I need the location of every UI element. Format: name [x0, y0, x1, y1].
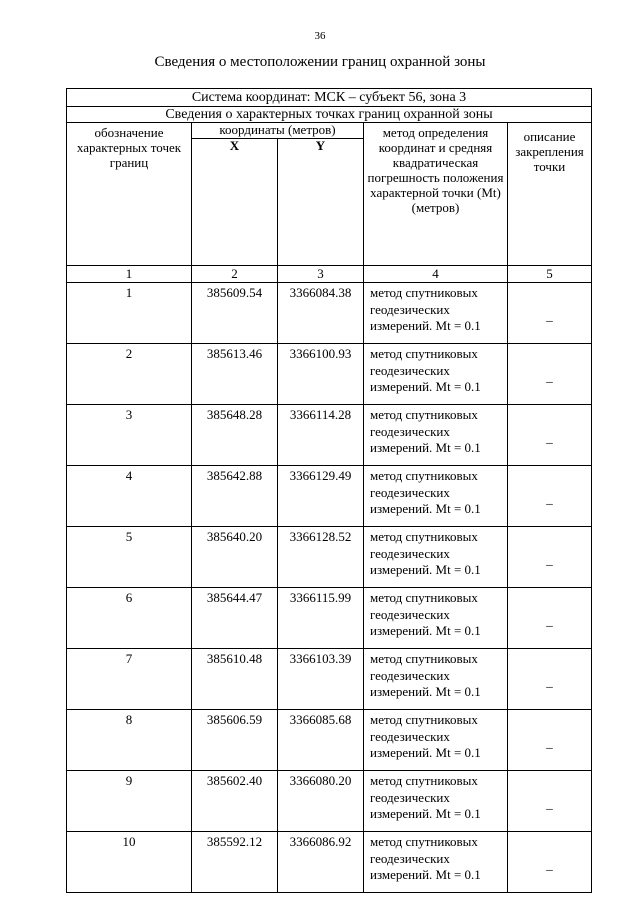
point-description: _: [508, 771, 592, 832]
column-number-row: [67, 266, 592, 283]
coordinate-x: 385609.54: [192, 283, 278, 344]
coordinate-x: 385642.88: [192, 466, 278, 527]
coordinate-x: 385644.47: [192, 588, 278, 649]
method-text: метод спутниковых геодезических измерений. Mt = 0.1: [364, 283, 508, 344]
table-row: [67, 832, 592, 893]
point-description: _: [508, 588, 592, 649]
table-row: [67, 710, 592, 771]
table-row: [67, 588, 592, 649]
point-description: _: [508, 283, 592, 344]
table-row: [67, 283, 592, 344]
point-number: 4: [67, 466, 192, 527]
header-x: X: [192, 139, 278, 266]
table-row: [67, 405, 592, 466]
coordinate-y: 3366086.92: [278, 832, 364, 893]
coordinate-x: 385592.12: [192, 832, 278, 893]
column-number: 2: [192, 266, 278, 283]
coordinate-y: 3366129.49: [278, 466, 364, 527]
coordinate-y: 3366084.38: [278, 283, 364, 344]
table-row: [67, 344, 592, 405]
point-number: 9: [67, 771, 192, 832]
coordinate-x: 385648.28: [192, 405, 278, 466]
point-number: 6: [67, 588, 192, 649]
column-number: 4: [364, 266, 508, 283]
coordinate-system-title: Система координат: МСК – субъект 56, зона 3: [67, 89, 592, 107]
point-number: 10: [67, 832, 192, 893]
method-text: метод спутниковых геодезических измерений. Mt = 0.1: [364, 527, 508, 588]
header-point-designation: обозначение характерных точек границ: [67, 123, 192, 266]
coordinate-y: 3366128.52: [278, 527, 364, 588]
table-row: [67, 466, 592, 527]
method-text: метод спутниковых геодезических измерений. Mt = 0.1: [364, 832, 508, 893]
column-number: 1: [67, 266, 192, 283]
point-description: _: [508, 405, 592, 466]
header-description: описание закрепления точки: [508, 123, 592, 266]
header-y: Y: [278, 139, 364, 266]
coordinate-x: 385613.46: [192, 344, 278, 405]
point-description: _: [508, 527, 592, 588]
point-description: _: [508, 649, 592, 710]
section-title: Сведения о характерных точках границ охранной зоны: [67, 107, 592, 123]
coordinate-x: 385606.59: [192, 710, 278, 771]
coordinate-y: 3366100.93: [278, 344, 364, 405]
document-title: Сведения о местоположении границ охранной зоны: [154, 54, 486, 70]
coordinate-y: 3366114.28: [278, 405, 364, 466]
coordinate-x: 385602.40: [192, 771, 278, 832]
coordinate-y: 3366115.99: [278, 588, 364, 649]
point-description: _: [508, 710, 592, 771]
column-number: 3: [278, 266, 364, 283]
page-number: 36: [314, 30, 326, 42]
coordinate-y: 3366080.20: [278, 771, 364, 832]
point-number: 2: [67, 344, 192, 405]
header-coordinates: координаты (метров): [192, 123, 364, 139]
point-number: 7: [67, 649, 192, 710]
method-text: метод спутниковых геодезических измерений. Mt = 0.1: [364, 771, 508, 832]
point-description: _: [508, 832, 592, 893]
method-text: метод спутниковых геодезических измерений. Mt = 0.1: [364, 710, 508, 771]
coordinate-y: 3366103.39: [278, 649, 364, 710]
table-row: [67, 649, 592, 710]
method-text: метод спутниковых геодезических измерений. Mt = 0.1: [364, 649, 508, 710]
table-row: [67, 527, 592, 588]
coordinate-x: 385610.48: [192, 649, 278, 710]
point-description: _: [508, 344, 592, 405]
coordinate-x: 385640.20: [192, 527, 278, 588]
method-text: метод спутниковых геодезических измерений. Mt = 0.1: [364, 466, 508, 527]
boundary-points-table: [66, 88, 592, 893]
column-number: 5: [508, 266, 592, 283]
header-method: метод определения координат и средняя квадратическая погрешность положения характерной точки (Mt) (метров): [364, 123, 508, 266]
method-text: метод спутниковых геодезических измерений. Mt = 0.1: [364, 405, 508, 466]
point-description: _: [508, 466, 592, 527]
method-text: метод спутниковых геодезических измерений. Mt = 0.1: [364, 588, 508, 649]
point-number: 8: [67, 710, 192, 771]
point-number: 5: [67, 527, 192, 588]
point-number: 3: [67, 405, 192, 466]
coordinate-y: 3366085.68: [278, 710, 364, 771]
table-row: [67, 771, 592, 832]
point-number: 1: [67, 283, 192, 344]
method-text: метод спутниковых геодезических измерений. Mt = 0.1: [364, 344, 508, 405]
